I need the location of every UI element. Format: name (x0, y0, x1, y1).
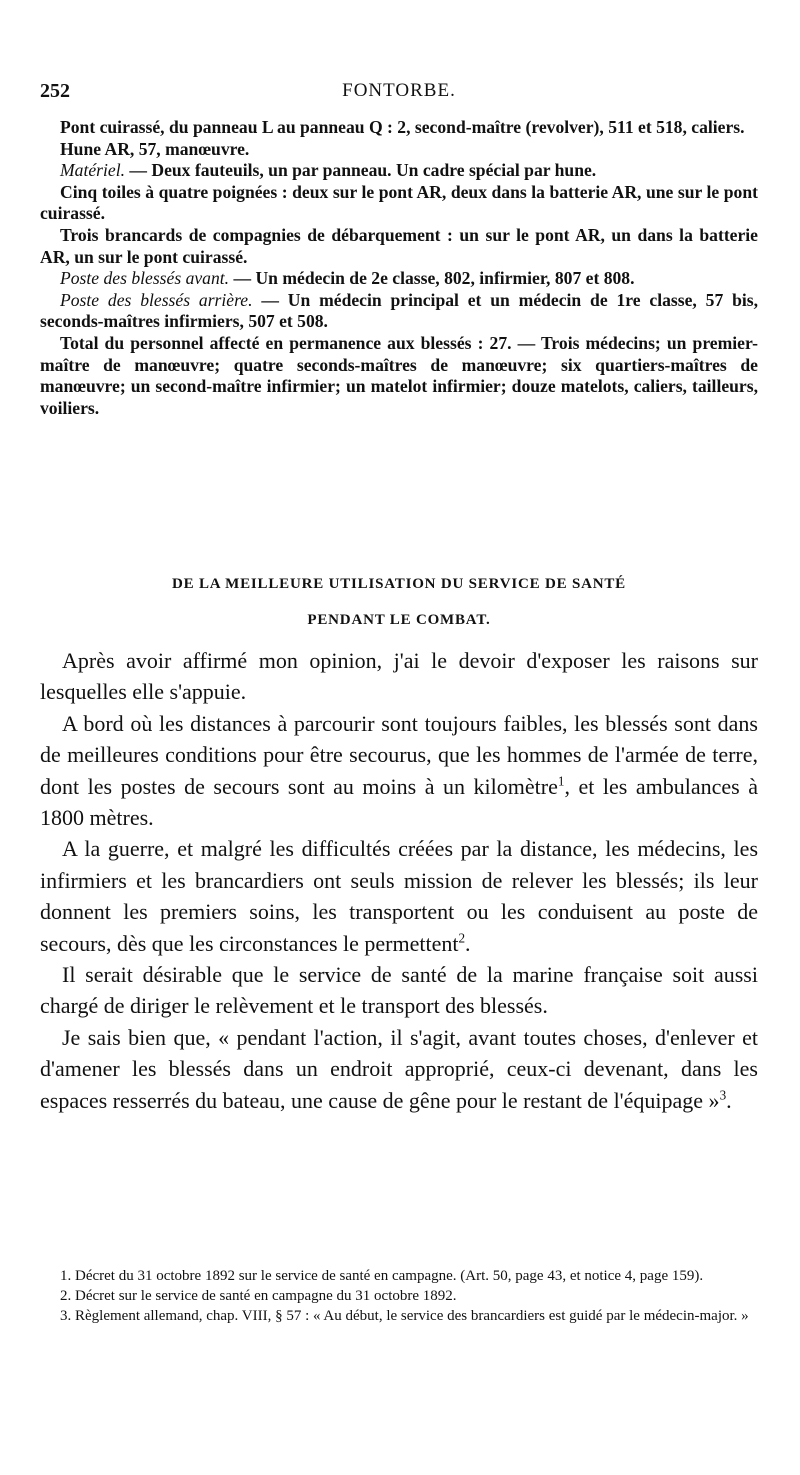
poste-arriere-text: — Un médecin principal et un médecin de 1re classe, 57 bis, seconds-maîtres infirmiers, 507 et 508. (40, 289, 759, 332)
body-paragraph-1: Après avoir affirmé mon opinion, j'ai le devoir d'exposer les raisons sur lesquelles elle s'appuie. (40, 648, 758, 705)
footnote-ref-3: 3 (719, 1087, 727, 1103)
personnel-list (40, 117, 758, 419)
materiel-label: Matériel. (60, 160, 125, 181)
poste-avant-label: Poste des blessés avant. (60, 268, 230, 289)
footnote-1: 1. Décret du 31 octobre 1892 sur le service de santé en campagne. (Art. 50, page 43, et notice 4, page 159). (60, 1268, 704, 1284)
body-paragraph-2: A bord où les distances à parcourir sont toujours faibles, les blessés sont dans de meilleures conditions pour être secourus, que les hommes de l'armée de terre, dont les postes de secours sont au moins à un kilomètre$^1$, et les ambulances à 1800 mètres. (40, 710, 758, 831)
footnote-ref-2: 2 (458, 930, 466, 946)
materiel-text: — Deux fauteuils, un par panneau. Un cadre spécial par hune. (124, 160, 597, 181)
top-line-hune: Hune AR, 57, manœuvre. (60, 138, 250, 159)
page-number: 252 (40, 80, 70, 102)
running-title: FONTORBE. (342, 80, 456, 101)
poste-avant-paragraph (40, 268, 758, 290)
body-paragraph-4: Il serait désirable que le service de santé de la marine française soit aussi chargé de diriger le relèvement et le transport des blessés. (40, 962, 758, 1019)
poste-arriere-paragraph (40, 290, 758, 333)
materiel-paragraph (40, 160, 758, 182)
main-text (40, 645, 758, 1116)
page-header (40, 80, 758, 110)
poste-arriere-label: Poste des blessés arrière. (60, 289, 253, 310)
poste-avant-text: — Un médecin de 2e classe, 802, infirmier, 807 et 808. (229, 268, 635, 289)
section-heading-line1: DE LA MEILLEURE UTILISATION DU SERVICE DE SANTÉ (172, 576, 626, 592)
footnote-3: 3. Règlement allemand, chap. VIII, § 57 : « Au début, le service des brancardiers est guidé par le médecin-major. » (60, 1308, 749, 1324)
brancards-paragraph: Trois brancards de compagnies de débarquement : un sur le pont AR, un dans la batterie AR, un sur le pont cuirassé. (40, 224, 758, 267)
body-paragraph-3: A la guerre, et malgré les difficultés créées par la distance, les médecins, les infirmiers et les brancardiers ont seuls mission de relever les blessés; ils leur donnent les premiers soins, les transportent ou les conduisent au poste de secours, dès que les circonstances le permettent$^2$. (40, 836, 758, 956)
toiles-paragraph: Cinq toiles à quatre poignées : deux sur le pont AR, deux dans la batterie AR, une sur le pont cuirassé. (40, 181, 758, 224)
footnotes (40, 1266, 758, 1326)
footnote-ref-1: 1 (557, 773, 565, 789)
top-line-pont: Pont cuirassé, du panneau L au panneau Q : 2, second-maître (revolver), 511 et 518, caliers. (60, 117, 745, 137)
section-heading-line2: PENDANT LE COMBAT. (307, 612, 491, 628)
footnote-2: 2. Décret sur le service de santé en campagne du 31 octobre 1892. (60, 1288, 457, 1304)
total-paragraph: Total du personnel affecté en permanence aux blessés : 27. — Trois médecins; un premier-maître de manœuvre; quatre seconds-maîtres de manœuvre; six quartiers-maîtres de manœuvre; un second-maître infirmier; un matelot infirmier; douze matelots, caliers, tailleurs, voiliers. (40, 332, 758, 418)
body-paragraph-5: Je sais bien que, « pendant l'action, il s'agit, avant toutes choses, d'enlever et d'amener les blessés dans un endroit approprié, ceux-ci devenant, dans les espaces resserrés du bateau, une cause de gêne pour le restant de l'équipage »$^3$. (40, 1024, 758, 1113)
section-heading (40, 566, 758, 638)
